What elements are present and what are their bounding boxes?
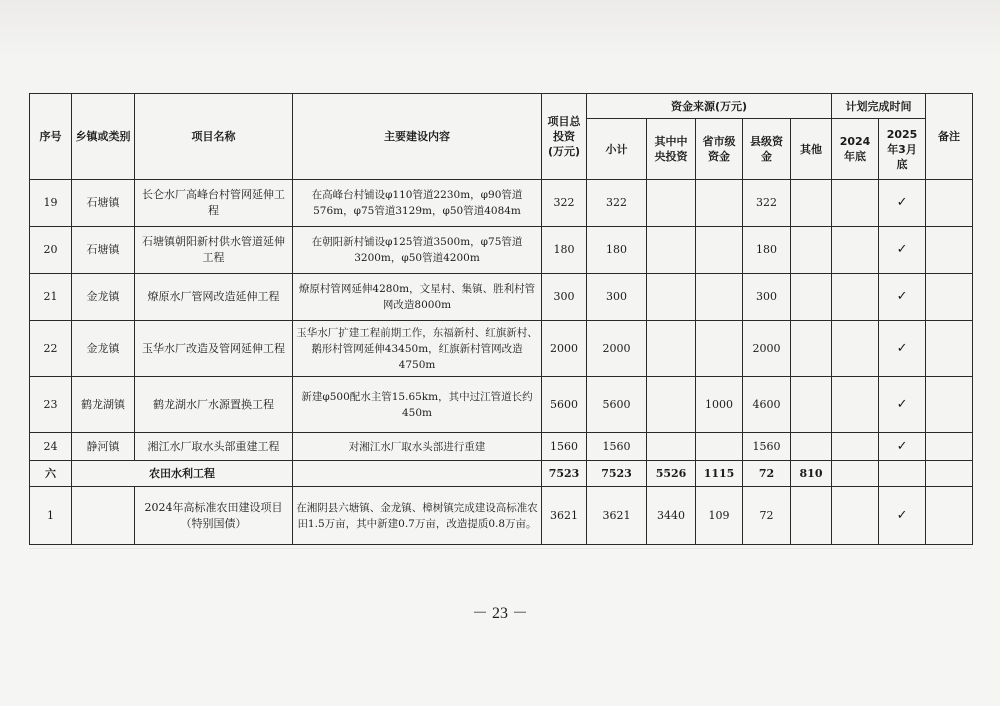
cell-subtotal: 3621 (587, 487, 647, 545)
cell-2024 (832, 274, 879, 321)
cell-name: 鹤龙湖水厂水源置换工程 (135, 377, 293, 433)
header-total: 项目总投资(万元) (542, 94, 587, 180)
header-funding: 资金来源(万元) (587, 94, 832, 119)
cell-seq: 21 (30, 274, 72, 321)
header-central: 其中中央投资 (647, 119, 696, 180)
section-name: 农田水利工程 (72, 461, 293, 487)
cell-subtotal: 300 (587, 274, 647, 321)
header-county: 县级资金 (743, 119, 791, 180)
cell-central (647, 227, 696, 274)
section-subtotal: 7523 (587, 461, 647, 487)
cell-province (696, 274, 743, 321)
table-row (30, 180, 973, 227)
cell-remark (926, 180, 973, 227)
cell-remark (926, 274, 973, 321)
cell-seq: 23 (30, 377, 72, 433)
cell-central (647, 321, 696, 377)
table-row (30, 321, 973, 377)
check-icon: ✓ (879, 377, 926, 433)
cell-county: 4600 (743, 377, 791, 433)
header-schedule: 计划完成时间 (832, 94, 926, 119)
table-body (30, 180, 973, 545)
check-icon: ✓ (879, 321, 926, 377)
header-name: 项目名称 (135, 94, 293, 180)
section-seq: 六 (30, 461, 72, 487)
cell-content: 新建φ500配水主管15.65km，其中过江管道长约450m (293, 377, 542, 433)
check-icon: ✓ (879, 433, 926, 461)
cell-subtotal: 322 (587, 180, 647, 227)
table-row (30, 274, 973, 321)
project-table (29, 93, 973, 545)
cell-total: 322 (542, 180, 587, 227)
cell-central (647, 377, 696, 433)
cell-remark (926, 433, 973, 461)
cell-town: 静河镇 (72, 433, 135, 461)
cell-name: 2024年高标准农田建设项目（特别国债） (135, 487, 293, 545)
cell-province: 1000 (696, 377, 743, 433)
cell-total: 5600 (542, 377, 587, 433)
cell-town: 金龙镇 (72, 321, 135, 377)
table-row (30, 433, 973, 461)
table-row (30, 487, 973, 545)
cell-county: 300 (743, 274, 791, 321)
cell-province: 109 (696, 487, 743, 545)
cell-other (791, 377, 832, 433)
cell-name: 燎原水厂管网改造延伸工程 (135, 274, 293, 321)
header-town: 乡镇或类别 (72, 94, 135, 180)
section-central: 5526 (647, 461, 696, 487)
table-row (30, 377, 973, 433)
cell-province (696, 321, 743, 377)
cell-total: 3621 (542, 487, 587, 545)
cell-remark (926, 487, 973, 545)
cell-central (647, 433, 696, 461)
cell-province (696, 433, 743, 461)
cell-other (791, 321, 832, 377)
cell-town (72, 487, 135, 545)
cell-total: 2000 (542, 321, 587, 377)
cell-other (791, 487, 832, 545)
cell-subtotal: 5600 (587, 377, 647, 433)
section-row (30, 461, 973, 487)
check-icon: ✓ (879, 227, 926, 274)
section-2025 (879, 461, 926, 487)
header-seq: 序号 (30, 94, 72, 180)
header-subtotal: 小计 (587, 119, 647, 180)
cell-2024 (832, 433, 879, 461)
cell-other (791, 274, 832, 321)
cell-town: 石塘镇 (72, 227, 135, 274)
cell-name: 长仑水厂高峰台村管网延伸工程 (135, 180, 293, 227)
header-remark: 备注 (926, 94, 973, 180)
cell-2024 (832, 180, 879, 227)
cell-total: 180 (542, 227, 587, 274)
section-2024 (832, 461, 879, 487)
cell-content: 在朝阳新村铺设φ125管道3500m，φ75管道3200m，φ50管道4200m (293, 227, 542, 274)
cell-content: 玉华水厂扩建工程前期工作，东福新村、红旗新村、鹅形村管网延伸43450m，红旗新村管网改造4750m (293, 321, 542, 377)
cell-subtotal: 180 (587, 227, 647, 274)
cell-other (791, 227, 832, 274)
cell-total: 300 (542, 274, 587, 321)
cell-name: 玉华水厂改造及管网延伸工程 (135, 321, 293, 377)
cell-county: 322 (743, 180, 791, 227)
cell-remark (926, 227, 973, 274)
cell-central: 3440 (647, 487, 696, 545)
section-county: 72 (743, 461, 791, 487)
cell-province (696, 180, 743, 227)
cell-remark (926, 321, 973, 377)
section-province: 1115 (696, 461, 743, 487)
section-other: 810 (791, 461, 832, 487)
cell-seq: 1 (30, 487, 72, 545)
cell-province (696, 227, 743, 274)
cell-subtotal: 2000 (587, 321, 647, 377)
page-number: － 23 － (471, 605, 528, 622)
header-other: 其他 (791, 119, 832, 180)
cell-town: 鹤龙湖镇 (72, 377, 135, 433)
cell-subtotal: 1560 (587, 433, 647, 461)
cell-town: 石塘镇 (72, 180, 135, 227)
cell-2024 (832, 227, 879, 274)
cell-remark (926, 377, 973, 433)
bleed-through-rule (29, 548, 972, 549)
cell-content: 燎原村管网延伸4280m，文星村、集镇、胜利村管网改造8000m (293, 274, 542, 321)
table-row (30, 227, 973, 274)
cell-2024 (832, 377, 879, 433)
section-total: 7523 (542, 461, 587, 487)
header-province: 省市级资金 (696, 119, 743, 180)
cell-2024 (832, 321, 879, 377)
cell-seq: 22 (30, 321, 72, 377)
cell-name: 石塘镇朝阳新村供水管道延伸工程 (135, 227, 293, 274)
section-content (293, 461, 542, 487)
cell-content: 在湘阴县六塘镇、金龙镇、樟树镇完成建设高标准农田1.5万亩，其中新建0.7万亩，改造提质0.8万亩。 (293, 487, 542, 545)
cell-seq: 19 (30, 180, 72, 227)
cell-seq: 20 (30, 227, 72, 274)
cell-central (647, 180, 696, 227)
cell-content: 在高峰台村铺设φ110管道2230m，φ90管道576m，φ75管道3129m，φ50管道4084m (293, 180, 542, 227)
check-icon: ✓ (879, 180, 926, 227)
cell-content: 对湘江水厂取水头部进行重建 (293, 433, 542, 461)
cell-county: 180 (743, 227, 791, 274)
header-content: 主要建设内容 (293, 94, 542, 180)
header-2024: 2024年底 (832, 119, 879, 180)
check-icon: ✓ (879, 274, 926, 321)
cell-county: 72 (743, 487, 791, 545)
cell-other (791, 433, 832, 461)
cell-total: 1560 (542, 433, 587, 461)
cell-seq: 24 (30, 433, 72, 461)
cell-county: 1560 (743, 433, 791, 461)
header-2025: 2025年3月底 (879, 119, 926, 180)
cell-county: 2000 (743, 321, 791, 377)
cell-other (791, 180, 832, 227)
table-header (30, 94, 973, 180)
cell-2024 (832, 487, 879, 545)
check-icon: ✓ (879, 487, 926, 545)
cell-town: 金龙镇 (72, 274, 135, 321)
section-remark (926, 461, 973, 487)
cell-central (647, 274, 696, 321)
cell-name: 湘江水厂取水头部重建工程 (135, 433, 293, 461)
